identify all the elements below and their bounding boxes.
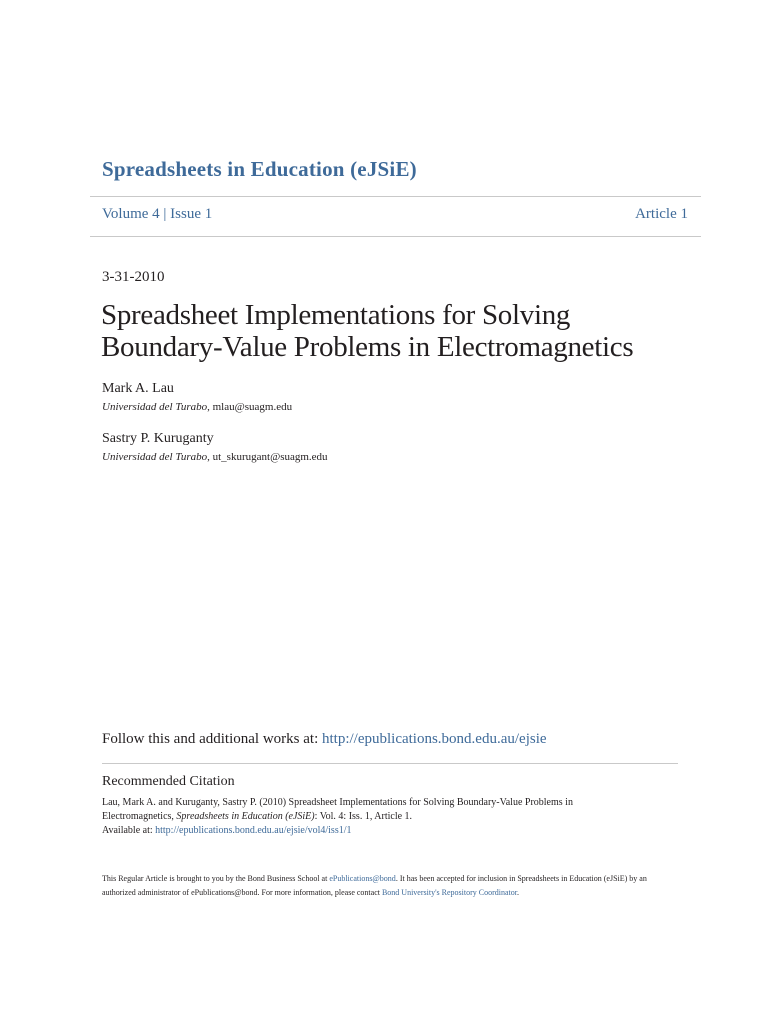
article-title-line-2: Boundary-Value Problems in Electromagnetics xyxy=(101,331,634,363)
author-email: , mlau@suagm.edu xyxy=(207,401,293,413)
journal-title[interactable]: Spreadsheets in Education (eJSiE) xyxy=(102,157,417,181)
volume-link[interactable]: Volume 4 xyxy=(102,206,160,222)
volume-issue-separator: | xyxy=(159,206,171,222)
author-affiliation xyxy=(102,400,292,415)
follow-works xyxy=(102,731,547,748)
epublications-link[interactable]: ePublications@bond xyxy=(329,874,396,883)
citation-journal-name: Spreadsheets in Education (eJSiE) xyxy=(176,811,315,822)
publication-date: 3-31-2010 xyxy=(102,269,165,285)
footer-text-2: . It has been accepted for inclusion in Spreadsheets in Education (eJSiE) by an authorized administrator of ePublications@bond. For more information, please contact xyxy=(102,874,647,897)
repository-coordinator-link[interactable]: Bond University's Repository Coordinator xyxy=(381,888,517,897)
citation-rule xyxy=(102,763,678,764)
citation-line-2-prefix: Electromagnetics, xyxy=(102,811,177,822)
volume-issue xyxy=(102,206,212,223)
citation-text xyxy=(102,796,642,838)
article-number-link[interactable]: Article 1 xyxy=(635,206,688,222)
available-at-label: Available at: xyxy=(102,825,156,836)
follow-url-link[interactable]: http://epublications.bond.edu.au/ejsie xyxy=(321,731,547,747)
article-title-line-1: Spreadsheet Implementations for Solving xyxy=(101,299,571,331)
header-bottom-rule xyxy=(90,236,701,237)
citation-line-2-suffix: : Vol. 4: Iss. 1, Article 1. xyxy=(314,811,413,822)
citation-line-1: Lau, Mark A. and Kuruganty, Sastry P. (2010) Spreadsheet Implementations for Solving Boundary-Value Problems in xyxy=(102,797,573,808)
volume-bar xyxy=(102,206,688,223)
follow-label: Follow this and additional works at: xyxy=(102,731,322,747)
available-at-link[interactable]: http://epublications.bond.edu.au/ejsie/vol4/iss1/1 xyxy=(155,825,352,836)
affiliation-name: Universidad del Turabo xyxy=(102,451,208,463)
author-block xyxy=(102,430,328,465)
header-top-rule xyxy=(90,196,701,197)
author-block xyxy=(102,380,292,415)
author-email: , ut_skurugant@suagm.edu xyxy=(207,451,328,463)
footer-note xyxy=(102,872,647,900)
footer-text-1: This Regular Article is brought to you by the Bond Business School at xyxy=(102,874,330,883)
article-title xyxy=(101,299,661,363)
author-name: Mark A. Lau xyxy=(102,381,174,396)
footer-text-3: . xyxy=(516,888,519,897)
author-affiliation xyxy=(102,450,328,465)
author-name: Sastry P. Kuruganty xyxy=(102,431,214,446)
issue-link[interactable]: Issue 1 xyxy=(170,206,213,222)
affiliation-name: Universidad del Turabo xyxy=(102,401,208,413)
recommended-citation-heading: Recommended Citation xyxy=(102,774,235,789)
